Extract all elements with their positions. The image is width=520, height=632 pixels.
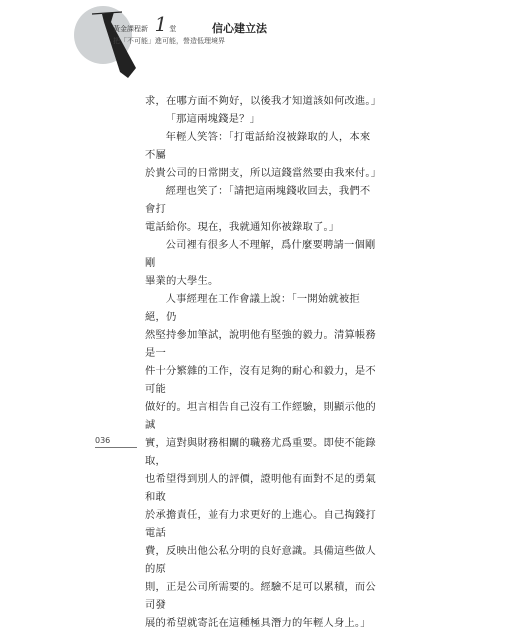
text-line: 也希望得到別人的評價，證明他有面對不足的勇氣和敢 — [145, 473, 376, 503]
text-line: 電話給你。現在，我就通知你被錄取了。」 — [145, 221, 340, 233]
series-name: 黃金課程新 — [113, 25, 148, 33]
text-line: 求，在哪方面不夠好，以後我才知道該如何改進。」 — [145, 95, 382, 107]
text-line: 「那這兩塊錢是？」 — [165, 113, 261, 125]
text-line: 展的希望就寄託在這種極具潛力的年輕人身上。」 — [145, 617, 371, 629]
text-line: 經理也笑了：「請把這兩塊錢收回去，我們不會打 — [145, 185, 371, 215]
text-line: 人事經理在工作會議上說：「一開始就被拒絕，仍 — [145, 293, 360, 323]
text-line: 件十分繁雜的工作，沒有足夠的耐心和毅力，是不可能 — [145, 365, 376, 395]
text-line: 於承擔責任，並有力求更好的上進心。自己掏錢打電話 — [145, 509, 376, 539]
text-line: 於貴公司的日常開支，所以這錢當然要由我來付。」 — [145, 167, 382, 179]
text-line: 公司裡有很多人不理解，爲什麼要聘請一個剛剛 — [145, 239, 376, 269]
footer-rule — [95, 447, 137, 448]
chapter-word: 堂 — [169, 25, 177, 33]
text-line: 做好的。坦言相告自己沒有工作經驗，則顯示他的誠 — [145, 401, 376, 431]
page-number: 036 — [95, 436, 111, 445]
chapter-label — [154, 12, 177, 36]
chapter-number: 1 — [154, 12, 168, 36]
chapter-title: 信心建立法 — [212, 22, 267, 35]
chapter-subtitle: 把「不可能」進可能，營造低理境界 — [113, 37, 225, 45]
text-line: 費，反映出他公私分明的良好意識。具備這些做人的原 — [145, 545, 376, 575]
text-line: 年輕人笑答：「打電話給沒被錄取的人，本來不屬 — [145, 131, 371, 161]
text-line: 畢業的大學生。 — [145, 275, 219, 287]
body-text — [145, 92, 382, 632]
text-line: 則，正是公司所需要的。經驗不足可以累積，而公司發 — [145, 581, 376, 611]
running-header — [113, 12, 177, 36]
text-line: 然堅持參加筆試，說明他有堅強的毅力。清算帳務是一 — [145, 329, 376, 359]
text-line: 實，這對與財務相關的職務尤爲重要。即使不能錄取， — [145, 437, 376, 467]
